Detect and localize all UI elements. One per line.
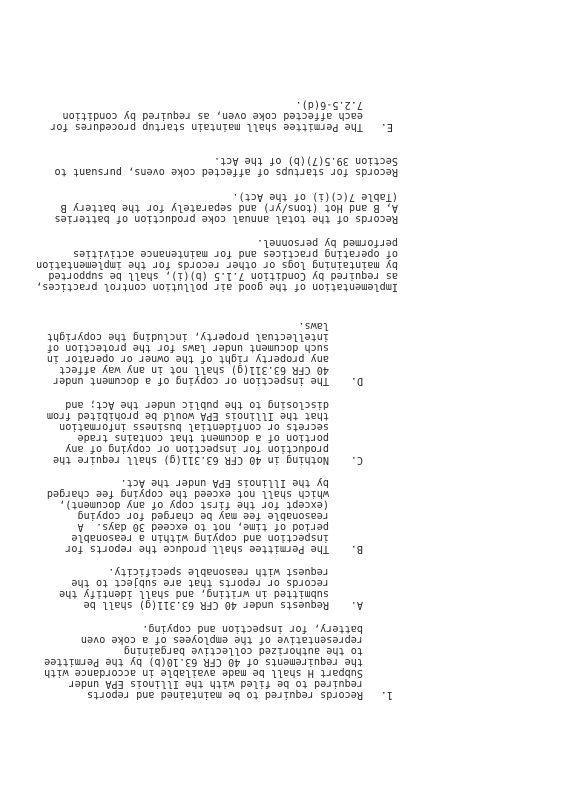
text-line: Section 39.5(7)(b) of the Act.	[213, 155, 398, 166]
text-line: laws.	[298, 320, 329, 331]
text-line: of operating practices and for maintenance activities	[72, 248, 398, 259]
text-line: as required by Condition 7.1.5 (b)(i), shall be supported	[48, 270, 398, 281]
text-line: 7.2.5-6(d).	[295, 99, 363, 110]
text-line: Records of the total annual coke production of batteries	[54, 213, 398, 224]
text-line: production for inspection or copying of any	[65, 443, 329, 454]
text-line: by the Illinois EPA under the Act.	[120, 477, 329, 488]
text-line: records or reports that are subject to the	[71, 577, 329, 588]
text-line: representative of the employees of a coke oven	[80, 634, 363, 645]
text-line: any property right of the owner or operator in	[46, 353, 329, 364]
text-line: required to be filed with the Illinois EPA under	[68, 678, 363, 689]
text-line: request with reasonable specificity.	[108, 566, 329, 577]
item-marker: C.	[350, 454, 363, 465]
text-line: by maintaining logs or other records for the implementation	[36, 259, 398, 270]
text-line: such document under laws for the protection of	[46, 342, 329, 353]
text-line: (except for the first copy of any document),	[59, 499, 329, 510]
item-marker: E.	[380, 121, 393, 132]
text-line: secrets or confidential business information	[59, 421, 329, 432]
text-line: reasonable fee may be charged for copying	[77, 510, 329, 521]
text-line: A, B and Hot (tons/yr) and separately for the battery B	[60, 202, 398, 213]
text-line: Subpart H shall be made available in accordance with	[44, 667, 363, 678]
text-line: submitted in writing, and shall identify the	[59, 588, 329, 599]
text-line: (Table 7(c)(i) of the Act).	[232, 191, 398, 202]
item-marker: 1.	[380, 689, 393, 700]
text-line: performed by personnel.	[256, 237, 398, 248]
item-marker: B.	[350, 543, 363, 554]
text-line: the requirements of 40 CFR 63.10(b) by the Permittee	[44, 656, 363, 667]
text-line: intellectual property, including the copyright	[46, 331, 329, 342]
text-line: Records required to be maintained and reports	[86, 689, 363, 700]
text-line: The inspection or copying of a document under	[52, 375, 329, 386]
text-line: each affected coke oven, as required by condition	[62, 110, 363, 121]
text-line: which shall not exceed the copying fee charged	[46, 488, 329, 499]
item-marker: D.	[350, 375, 363, 386]
text-line: that the Illinois EPA would be prohibited from	[46, 410, 329, 421]
text-line: portion of a document that contains trade	[77, 432, 329, 443]
text-line: inspection and copying within a reasonable	[71, 532, 329, 543]
text-line: Implementation of the good air pollution control practices,	[36, 281, 398, 292]
text-line: The Permittee shall maintain startup procedures for	[50, 121, 363, 132]
text-line: 40 CFR 63.311(g) shall not in any way affect	[59, 364, 329, 375]
text-line: Nothing in 40 CFR 63.311(g) shall require the	[52, 454, 329, 465]
text-line: Requests under 40 CFR 63.311(g) shall be	[83, 599, 329, 610]
item-marker: A.	[350, 599, 363, 610]
text-line: Records for startups of affected coke ovens, pursuant to	[54, 166, 398, 177]
text-line: period of time, not to exceed 30 days. A	[77, 521, 329, 532]
text-line: The Permittee shall produce the reports for	[65, 543, 329, 554]
text-line: to the authorized collective bargaining	[123, 645, 363, 656]
text-line: disclosing to the public under the Act; and	[65, 399, 329, 410]
text-line: battery, for inspection and copying.	[142, 623, 363, 634]
